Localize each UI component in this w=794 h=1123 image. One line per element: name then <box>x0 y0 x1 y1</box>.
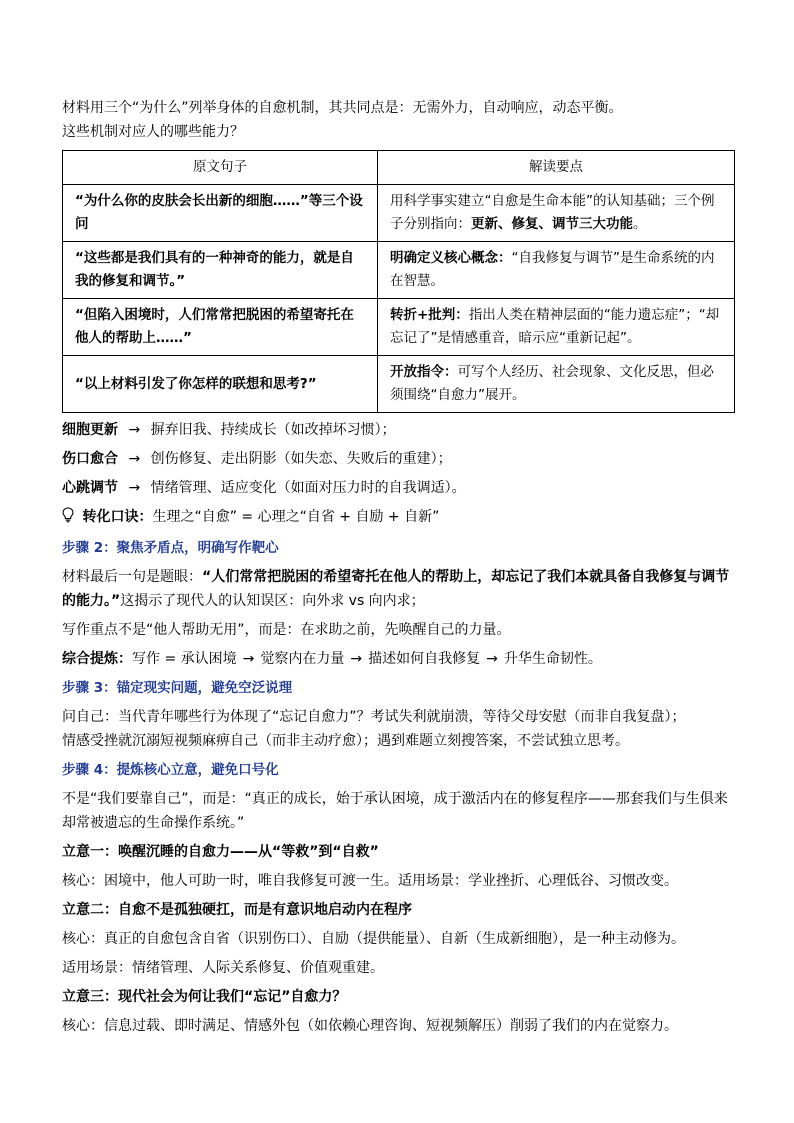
step4-heading: 步骤 4：提炼核心立意，避免口号化 <box>62 762 279 778</box>
summary-label: 综合提炼： <box>62 651 132 667</box>
mapping-text: 创伤修复、走出阴影（如失恋、失败后的重建）； <box>150 451 452 467</box>
table-header-interpretation: 解读要点 <box>378 151 735 185</box>
intro-line: 材料用三个“为什么”列举身体的自愈机制，其共同点是：无需外力，自动响应，动态平衡。 <box>62 100 623 116</box>
summary-item: 觉察内在力量 <box>260 651 345 667</box>
cell-emphasis: 开放指令： <box>390 364 458 380</box>
mapping-text: 情绪管理、适应变化（如面对压力时的自我调适）。 <box>150 480 466 496</box>
cell-emphasis: 更新、修复、调节三大功能 <box>471 216 633 232</box>
idea-core: 核心：真正的自愈包含自省（识别伤口）、自励（提供能量）、自新（生成新细胞），是一种主动修为。 <box>62 931 685 947</box>
mapping-text: 摒弃旧我、持续成长（如改掉坏习惯）； <box>150 422 396 438</box>
cell-emphasis: 转折+批判： <box>390 307 469 323</box>
table-cell-original: “这些都是我们具有的一种神奇的能力，就是自我的修复和调节。” <box>63 242 378 299</box>
table-row <box>63 242 735 299</box>
formula-label: 转化口诀： <box>82 509 153 525</box>
idea-title: 立意三：现代社会为何让我们“忘记”自愈力？ <box>62 989 347 1005</box>
table-cell-interpretation <box>378 299 735 356</box>
mapping-term: 伤口愈合 <box>62 451 118 467</box>
table-row <box>63 185 735 242</box>
arrow-icon: → <box>486 651 498 667</box>
idea-scenario: 适用场景：情绪管理、人际关系修复、价值观重建。 <box>62 960 384 976</box>
step2-heading: 步骤 2：聚焦矛盾点，明确写作靶心 <box>62 540 279 556</box>
arrow-icon: → <box>242 651 255 667</box>
table-header-row <box>63 151 735 185</box>
cell-text: 指出人类在精神层面的“能力遗忘症”；“却忘记了”是情感重音，暗示应“重新记起”。 <box>390 307 720 346</box>
mapping-term: 心跳调节 <box>62 480 118 496</box>
idea-title: 立意二：自愈不是孤独硬扛，而是有意识地启动内在程序 <box>62 902 412 918</box>
intro-question: 这些机制对应人的哪些能力？ <box>62 124 244 140</box>
cell-text: 。 <box>633 216 647 232</box>
step3-heading: 步骤 3：锚定现实问题，避免空泛说理 <box>62 680 293 696</box>
cell-text: “自我修复与调节”是生命系统的内在智慧。 <box>390 250 715 289</box>
summary-item: 描述如何自我修复 <box>368 651 481 667</box>
cell-emphasis: 明确定义核心概念： <box>390 250 512 266</box>
paragraph-text: 这揭示了现代人的认知误区：向外求 vs 向内求； <box>120 593 425 609</box>
mapping-item <box>62 418 737 442</box>
step2-focus: 写作重点不是“他人帮助无用”，而是：在求助之前，先唤醒自己的力量。 <box>62 622 511 638</box>
table-cell-original: “以上材料引发了你怎样的联想和思考?” <box>63 356 378 413</box>
analysis-table <box>62 150 735 413</box>
table-cell-interpretation <box>378 242 735 299</box>
table-cell-interpretation <box>378 356 735 413</box>
arrow-icon: → <box>128 451 141 467</box>
lightbulb-icon <box>62 507 78 531</box>
quoted-sentence: “人们常常把脱困的希望寄托在他人的帮助上，却忘记了我们本就具备自我修复与调节的能力。” <box>62 569 730 609</box>
formula-text: 生理之“自愈” = 心理之“自省 + 自励 + 自新” <box>152 509 440 525</box>
cell-text: 可写个人经历、社会现象、文化反思，但必须围绕“自愈力”展开。 <box>390 364 714 403</box>
table-row <box>63 356 735 413</box>
mapping-item <box>62 447 737 471</box>
table-cell-interpretation <box>378 185 735 242</box>
step4-paragraph: 不是“我们要靠自己”，而是：“真正的成长，始于承认困境，成于激活内在的修复程序——那套我们与生俱来却常被遗忘的生命操作系统。” <box>62 791 728 831</box>
idea-core: 核心：困境中，他人可助一时，唯自我修复可渡一生。适用场景：学业挫折、心理低谷、习惯改变。 <box>62 873 678 889</box>
mapping-item <box>62 476 737 500</box>
step3-paragraph: 情感受挫就沉溺短视频麻痹自己（而非主动疗愈）；遇到难题立刻搜答案，不尝试独立思考。 <box>62 733 629 749</box>
document-page <box>62 96 737 1038</box>
idea-title: 立意一：唤醒沉睡的自愈力——从“等救”到“自救” <box>62 844 379 860</box>
idea-core: 核心：信息过载、即时满足、情感外包（如依赖心理咨询、短视频解压）削弱了我们的内在觉察力。 <box>62 1018 678 1034</box>
table-cell-original: “为什么你的皮肤会长出新的细胞……”等三个设问 <box>63 185 378 242</box>
table-header-original: 原文句子 <box>63 151 378 185</box>
arrow-icon: → <box>128 480 141 496</box>
step2-paragraph <box>62 565 737 613</box>
step3-paragraph: 问自己：当代青年哪些行为体现了“忘记自愈力”？考试失利就崩溃，等待父母安慰（而非自我复盘）； <box>62 709 686 725</box>
cell-text: 用科学事实建立“自愈是生命本能”的认知基础；三个例子分别指向： <box>390 193 715 232</box>
summary-item: 升华生命韧性。 <box>503 651 602 667</box>
table-row <box>63 299 735 356</box>
step2-summary <box>62 647 737 671</box>
formula-line <box>62 505 737 531</box>
summary-item: 写作 = 承认困境 <box>132 651 237 667</box>
table-cell-original: “但陷入困境时，人们常常把脱困的希望寄托在他人的帮助上……” <box>63 299 378 356</box>
arrow-icon: → <box>350 651 363 667</box>
mapping-term: 细胞更新 <box>62 422 118 438</box>
arrow-icon: → <box>128 422 141 438</box>
paragraph-text: 材料最后一句是题眼： <box>62 569 202 585</box>
